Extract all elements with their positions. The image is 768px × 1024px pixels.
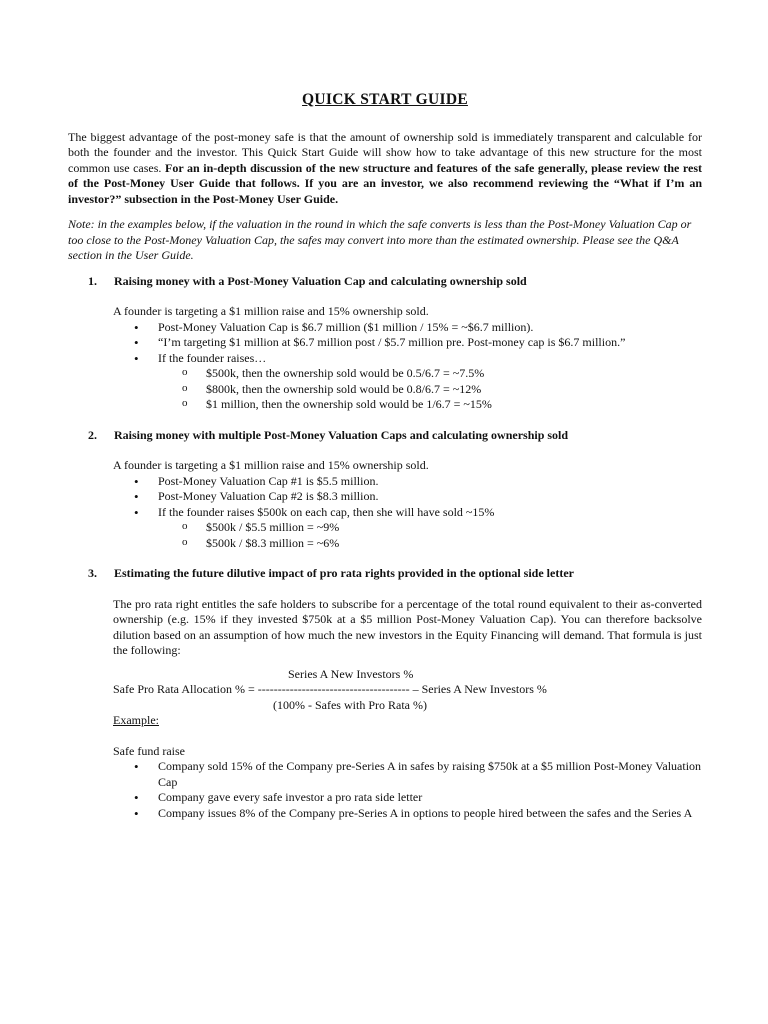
pro-rata-formula (113, 667, 702, 714)
sub-list-item: o $500k, then the ownership sold would be 0.5/6.7 = ~7.5% (206, 366, 702, 382)
list-item: • Post-Money Valuation Cap #2 is $8.3 million. (158, 489, 702, 505)
sub-list-item: o $500k / $8.3 million = ~6% (206, 536, 702, 552)
list-item: • Post-Money Valuation Cap #1 is $5.5 million. (158, 474, 702, 490)
section-1-title: Raising money with a Post-Money Valuation Cap and calculating ownership sold (114, 273, 527, 288)
section-2-sub-list (158, 520, 702, 551)
example-label: Example: (113, 713, 159, 727)
formula-numerator: Series A New Investors % (288, 666, 414, 681)
list-item: • “I’m targeting $1 million at $6.7 million post / $5.7 million pre. Post-money cap is $6.7 million.” (158, 335, 702, 351)
section-3-bullets (113, 759, 702, 821)
section-2-bullets (113, 474, 702, 552)
list-item-text: If the founder raises $500k on each cap, then she will have sold ~15% (158, 504, 495, 519)
section-3-lead: The pro rata right entitles the safe holders to subscribe for a percentage of the total round equivalent to their as-converted ownership (e.g. 15% if they invested $750k at a $5 million Post-Money Valuation Cap). You can therefore backsolve dilution based on an assumption of how much the new investors in the Equity Financing will demand. That formula is just the following: (113, 596, 702, 657)
sub-list-item: o $500k / $5.5 million = ~9% (206, 520, 702, 536)
section-2-lead: A founder is targeting a $1 million raise and 15% ownership sold. (113, 458, 429, 472)
intro-paragraph (68, 130, 702, 208)
list-item (158, 505, 702, 552)
section-3-heading (88, 566, 702, 582)
section-3-body (113, 597, 702, 822)
formula-denominator: (100% - Safes with Pro Rata %) (273, 697, 427, 712)
section-2-body (113, 458, 702, 551)
page-title: QUICK START GUIDE (302, 91, 468, 108)
list-item: • Company gave every safe investor a pro rata side letter (158, 790, 702, 806)
list-item: • Post-Money Valuation Cap is $6.7 million ($1 million / 15% = ~$6.7 million). (158, 320, 702, 336)
section-1-bullets (113, 320, 702, 413)
note-paragraph: Note: in the examples below, if the valuation in the round in which the safe converts is less than the Post-Money Valuation Cap or too close to the Post-Money Valuation Cap, the safes may convert into more than the estimated ownership. Please see the Q&A section in the User Guide. (68, 217, 692, 262)
list-item-text: If the founder raises… (158, 350, 267, 365)
section-2-title: Raising money with multiple Post-Money Valuation Caps and calculating ownership sold (114, 427, 569, 442)
section-1-body (113, 304, 702, 413)
intro-bold-text: For an in-depth discussion of the new structure and features of the safe generally, please review the rest of the Post-Money User Guide that follows. If you are an investor, we also recommend reviewing the “What if I’m an investor?” subsection in the Post-Money User Guide. (68, 160, 703, 206)
section-2-heading (88, 428, 702, 444)
list-item (158, 351, 702, 413)
section-1-lead: A founder is targeting a $1 million raise and 15% ownership sold. (113, 304, 429, 318)
sub-list-item: o $1 million, then the ownership sold would be 1/6.7 = ~15% (206, 397, 702, 413)
section-2-number: 2. (88, 427, 97, 442)
sub-list-item: o $800k, then the ownership sold would be 0.8/6.7 = ~12% (206, 382, 702, 398)
list-item: • Company sold 15% of the Company pre-Series A in safes by raising $750k at a $5 million Post-Money Valuation Cap (158, 759, 702, 790)
formula-line: Safe Pro Rata Allocation % = -------------------------------------- – Series A New Investors % (113, 682, 547, 696)
section-3-title: Estimating the future dilutive impact of pro rata rights provided in the optional side letter (114, 566, 574, 580)
section-1-number: 1. (88, 273, 97, 288)
section-1-sub-list (158, 366, 702, 413)
intro-plain-text: The biggest advantage of the post-money safe is that the amount of ownership sold is immediately transparent and calculable for both the founder and the investor. This Quick Start Guide will show how to take advantage of this new structure for the most common use cases. (68, 129, 702, 175)
list-item: • Company issues 8% of the Company pre-Series A in options to people hired between the safes and the Series A (158, 806, 702, 822)
section-1-heading (88, 274, 702, 290)
document-page (68, 92, 702, 836)
example-heading: Safe fund raise (113, 743, 185, 758)
section-3-number: 3. (88, 566, 97, 580)
